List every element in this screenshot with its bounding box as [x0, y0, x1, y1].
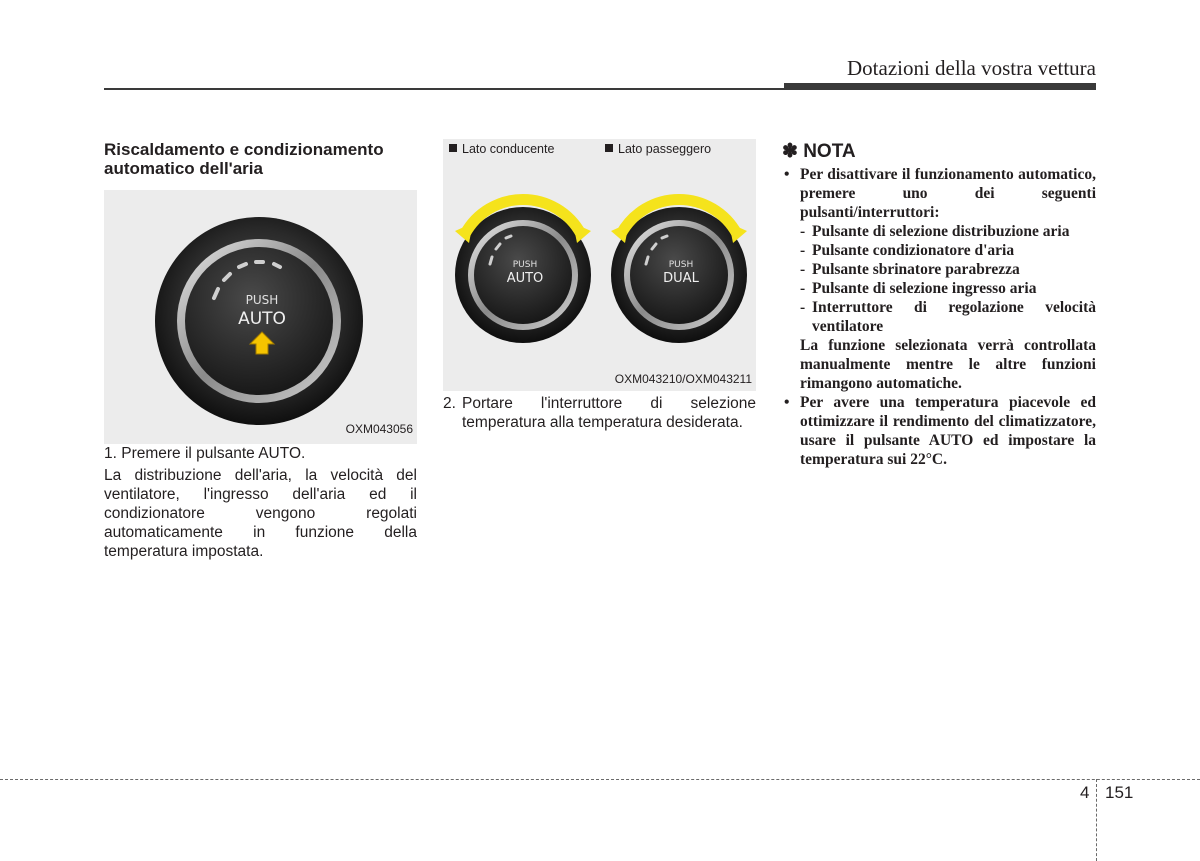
image-code: OXM043056 [345, 422, 413, 436]
page-header-title: Dotazioni della vostra vettura [847, 56, 1096, 80]
note-list-item-text: Interruttore di regolazione velocità ventilatore [812, 299, 1096, 335]
image-code: OXM043210/OXM043211 [614, 372, 752, 386]
right-knob-dual-label: DUAL [663, 271, 699, 286]
note-list-item-text: Pulsante di selezione distribuzione aria [812, 223, 1070, 240]
section-heading: Riscaldamento e condizionamento automatico dell'aria [104, 140, 384, 178]
step-number: 2. [443, 395, 456, 412]
note-list-item-text: Pulsante di selezione ingresso aria [812, 280, 1037, 297]
knob-auto-label: AUTO [238, 309, 286, 329]
header-rule [104, 88, 784, 90]
label-driver-text: Lato conducente [462, 142, 555, 156]
note-list-item: - Interruttore di regolazione velocità ventilatore [800, 299, 1096, 335]
knob-push-label: PUSH [245, 293, 279, 307]
note-list-item: - Pulsante condizionatore d'aria [800, 242, 1015, 259]
chapter-number: 4 [1080, 783, 1090, 802]
footer-divider [1096, 779, 1097, 861]
note-bullet: • Per avere una temperatura piacevole ed ottimizzare il rendimento del climatizzatore, usare il pulsante AUTO ed impostare la temperatura sui 22°C. [784, 394, 1096, 468]
description-paragraph: La distribuzione dell'aria, la velocità del ventilatore, l'ingresso dell'aria ed il condizionatore vengono regolati automaticamente in funzione della temperatura impostata. [104, 467, 417, 560]
note-list-item-text: Pulsante condizionatore d'aria [812, 242, 1015, 259]
note-body [782, 165, 1096, 469]
note-list-item: - Pulsante sbrinatore parabrezza [800, 261, 1020, 278]
auto-knob-illustration [104, 190, 417, 444]
right-knob-push-label: PUSH [668, 260, 694, 270]
note-list-item-text: Pulsante sbrinatore parabrezza [812, 261, 1020, 278]
header-rule-thick [784, 83, 1096, 90]
left-knob-auto-label: AUTO [506, 271, 544, 286]
dual-knob-illustration [443, 139, 756, 391]
note-list-item: - Pulsante di selezione ingresso aria [800, 280, 1037, 297]
note-heading: ✽ NOTA [782, 141, 856, 162]
note-bullet: • Per disattivare il funzionamento automatico, premere uno dei seguenti pulsanti/interruttori: [784, 166, 1096, 221]
step-text: Portare l'interruttore di selezione temperatura alla temperatura desiderata. [462, 395, 756, 431]
note-followup: La funzione selezionata verrà controllata manualmente mentre le altre funzioni rimangono automatiche. [800, 337, 1096, 392]
note-list-item: - Pulsante di selezione distribuzione aria [800, 223, 1070, 240]
page-number: 151 [1105, 783, 1134, 802]
footer-rule [0, 779, 1200, 780]
step-1: 1. Premere il pulsante AUTO. [104, 445, 306, 462]
auto-button-photo [104, 190, 417, 444]
step-2 [443, 394, 756, 432]
left-knob-push-label: PUSH [512, 260, 538, 270]
label-passenger-text: Lato passeggero [618, 142, 712, 156]
note-bullet-text: Per disattivare il funzionamento automatico, premere uno dei seguenti pulsanti/interruttori: [800, 166, 1096, 221]
note-bullet-text: Per avere una temperatura piacevole ed ottimizzare il rendimento del climatizzatore, usare il pulsante AUTO ed impostare la temperatura sui 22°C. [800, 394, 1096, 468]
temperature-knobs-photo [443, 139, 756, 391]
